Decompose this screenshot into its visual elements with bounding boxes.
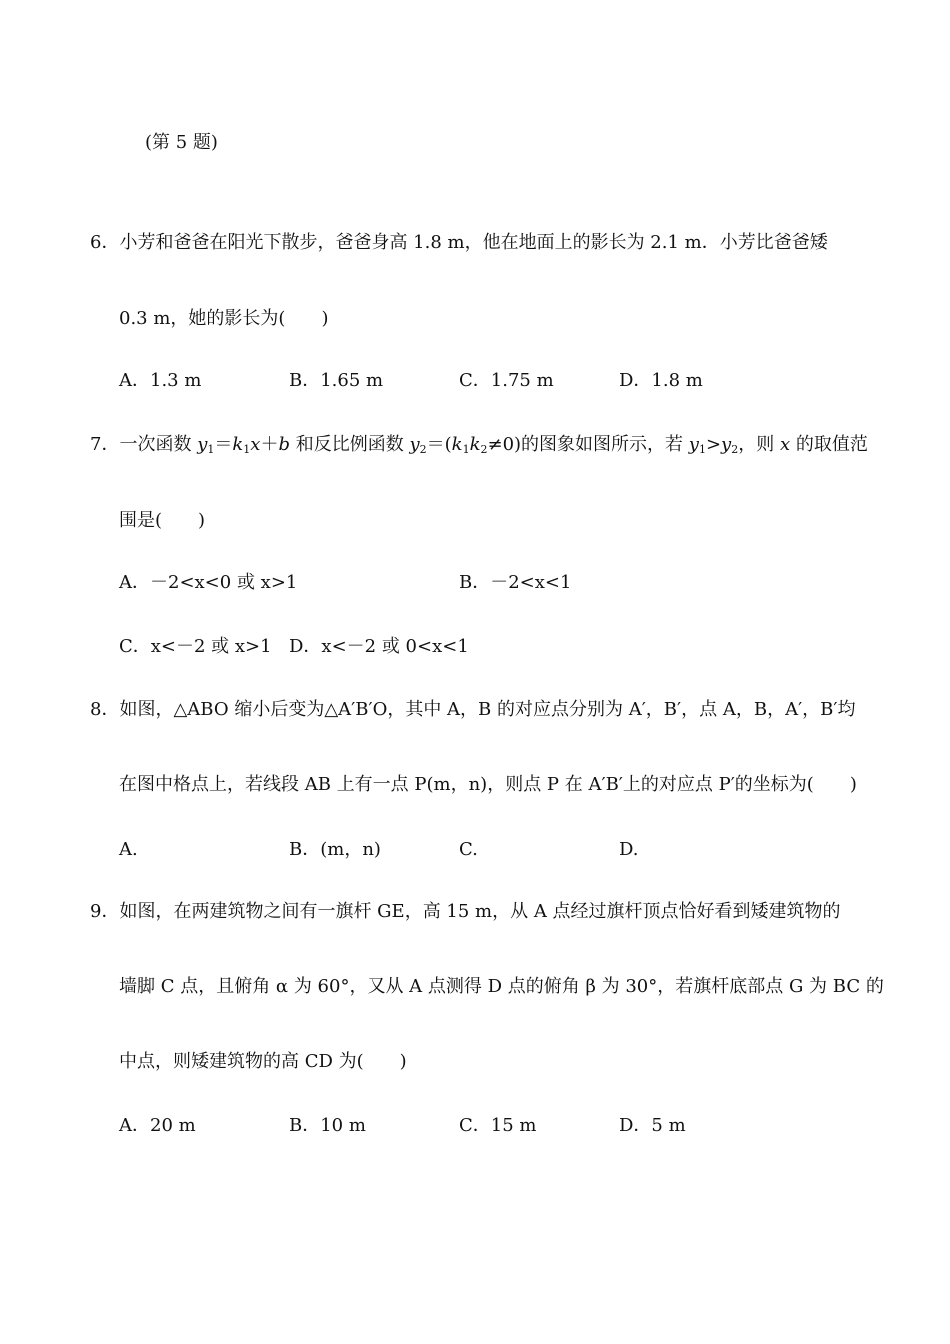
question-6-line-1 xyxy=(90,231,828,255)
question-7-line-1 xyxy=(90,433,868,462)
question-8-number: 8． xyxy=(90,699,120,720)
question-7-number: 7． xyxy=(90,434,120,455)
question-7-text-d: ，则 xyxy=(738,434,780,455)
question-9-option-a: A．20 m xyxy=(119,1115,196,1136)
question-8-option-b: B．(m，n) xyxy=(289,839,381,860)
question-7-text-e: 的取值范 xyxy=(790,434,868,455)
figure-caption: (第 5 题) xyxy=(145,132,218,153)
question-6-line-2: 0.3 m，她的影长为( ) xyxy=(119,308,329,329)
question-6-number: 6． xyxy=(90,232,120,253)
question-8-line-1 xyxy=(90,698,855,722)
question-8-line-2: 在图中格点上，若线段 AB 上有一点 P(m，n)，则点 P 在 A′B′上的对应点 P′的坐标为( ) xyxy=(119,774,857,795)
question-6-option-c: C．1.75 m xyxy=(459,370,554,391)
question-6-option-b: B．1.65 m xyxy=(289,370,384,391)
question-9-line-3: 中点，则矮建筑物的高 CD 为( ) xyxy=(119,1051,407,1072)
question-7-text-a: 一次函数 xyxy=(119,434,198,455)
question-7-option-a: A．－2<x<0 或 x>1 xyxy=(119,572,298,593)
question-8-option-a: A. xyxy=(119,839,138,860)
question-9-number: 9． xyxy=(90,901,120,922)
question-9-option-d: D．5 m xyxy=(619,1115,686,1136)
formula-y1: $y_1=k_1x+b$ xyxy=(197,434,290,456)
question-7-line-2: 围是( ) xyxy=(119,510,206,531)
question-7-text-c: 的图象如图所示，若 xyxy=(521,434,689,455)
formula-inequality: $y_1>y_2$ xyxy=(688,434,739,456)
question-7-option-d: D．x<－2 或 0<x<1 xyxy=(289,636,469,657)
question-9-option-c: C．15 m xyxy=(459,1115,537,1136)
question-7-option-c: C．x<－2 或 x>1 xyxy=(119,636,272,657)
question-8-option-d: D. xyxy=(619,839,639,860)
question-6-text: 小芳和爸爸在阳光下散步，爸爸身高 1.8 m，他在地面上的影长为 2.1 m．小芳比爸爸矮 xyxy=(119,232,828,253)
question-9-line-2: 墙脚 C 点，且俯角 α 为 60°，又从 A 点测得 D 点的俯角 β 为 30°，若旗杆底部点 G 为 BC 的 xyxy=(119,976,884,997)
formula-y2: $y_2=(k_1k_2\ne 0)$ xyxy=(409,434,522,456)
question-9-text: 如图，在两建筑物之间有一旗杆 GE，高 15 m，从 A 点经过旗杆顶点恰好看到矮建筑物的 xyxy=(119,901,841,922)
question-9-option-b: B．10 m xyxy=(289,1115,366,1136)
question-6-option-d: D．1.8 m xyxy=(619,370,703,391)
question-8-text: 如图，△ABO 缩小后变为△A′B′O，其中 A，B 的对应点分别为 A′，B′，点 A，B，A′，B′均 xyxy=(119,699,856,720)
question-8-option-c: C. xyxy=(459,839,478,860)
question-7-option-b: B．－2<x<1 xyxy=(459,572,572,593)
question-6-option-a: A．1.3 m xyxy=(119,370,202,391)
variable-x: x xyxy=(779,434,791,455)
question-7-text-b: 和反比例函数 xyxy=(295,434,410,455)
question-9-line-1 xyxy=(90,900,841,924)
